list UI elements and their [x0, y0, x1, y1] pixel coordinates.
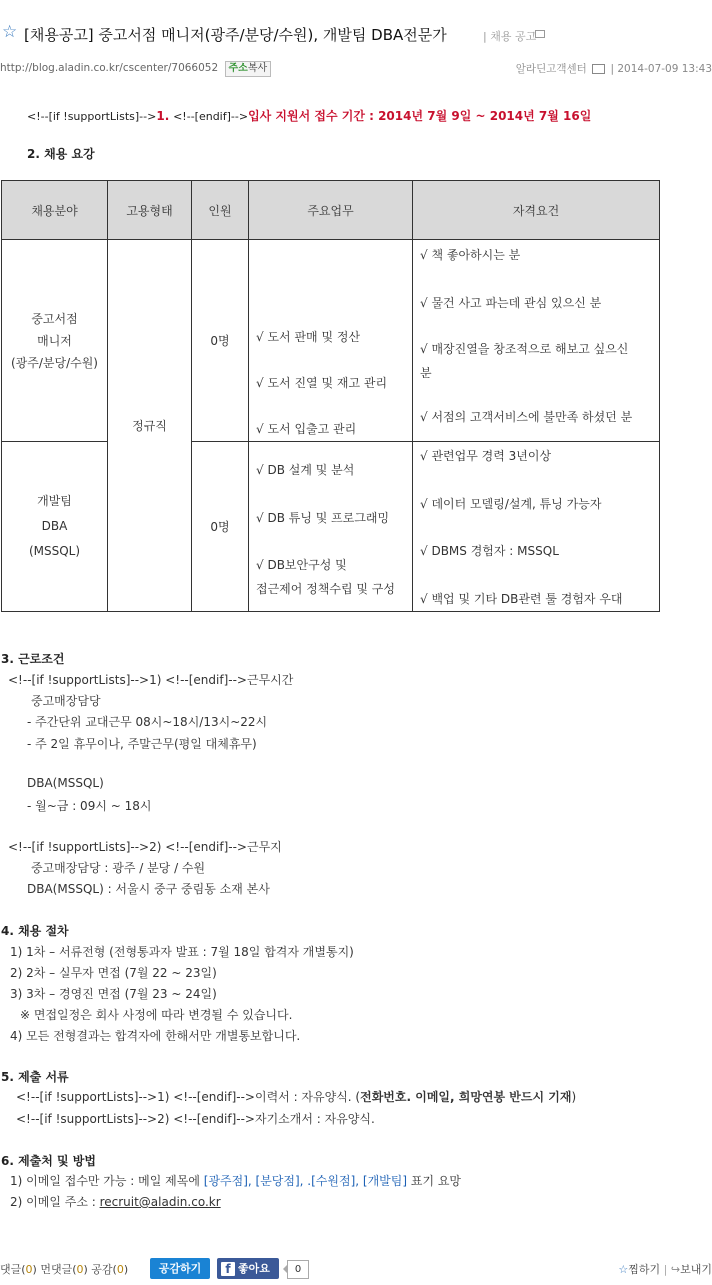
field-line: (MSSQL) [28, 544, 81, 558]
facebook-icon: f [221, 1262, 235, 1276]
comment-link[interactable] [0, 1263, 33, 1276]
duty-item: √ DB 튜닝 및 프로그래밍 [256, 510, 390, 525]
facebook-like-label: 좋아요 [238, 1262, 270, 1275]
qualification-item: √ 물건 사고 파는데 관심 있으신 분 [420, 295, 602, 310]
table-row [2, 442, 660, 612]
body-line: 중고매장담당 [31, 694, 101, 708]
table-header: 자격요건 [413, 181, 660, 240]
empathy-button[interactable]: 공감하기 [150, 1258, 210, 1279]
post-datetime: 2014-07-09 13:43 [617, 63, 712, 75]
qualification-item: 분 [420, 365, 432, 380]
empathy-count: 0 [116, 1263, 124, 1276]
table-row [2, 240, 660, 442]
body-line: - 주 2일 휴무이나, 주말근무(평일 대체휴무) [27, 737, 257, 751]
section-heading: 4. 채용 절차 [1, 924, 69, 938]
post-meta [516, 61, 712, 76]
qualification-item: √ 책 좋아하시는 분 [420, 247, 521, 262]
star-icon: ☆ [618, 1263, 629, 1276]
conditional-comment: <!--[if !supportLists]--> [27, 110, 157, 123]
facebook-like-count: 0 [287, 1260, 309, 1279]
trackback-link[interactable] [33, 1263, 84, 1276]
bookmark-button[interactable] [618, 1263, 660, 1276]
duties-cell [249, 442, 413, 612]
headcount: 0명 [210, 520, 230, 534]
meta-separator: | [610, 63, 615, 75]
section-heading: 6. 제출처 및 방법 [1, 1154, 96, 1168]
duty-item: √ 도서 입출고 관리 [256, 421, 357, 436]
field-line: 개발팀 [37, 494, 72, 508]
body-line: DBA(MSSQL) : 서울시 중구 중림동 소재 본사 [27, 882, 270, 896]
field-cell [2, 240, 108, 442]
copy-url-label: 복사 [247, 63, 268, 74]
body-line: <!--[if !supportLists]-->2) <!--[endif]-->자기소개서 : 자유양식. [16, 1112, 375, 1126]
body-text: <!--[if !supportLists]-->1) <!--[endif]-->이력서 : 자유양식. ( [16, 1090, 361, 1104]
copy-url-label-green: 주소 [228, 63, 248, 74]
qualification-item: √ 관련업무 경력 3년이상 [420, 448, 552, 463]
post-title: [채용공고] 중고서점 매니저(광주/분당/수원), 개발팀 DBA전문가 [24, 26, 447, 44]
field-line: 중고서점 [31, 311, 78, 326]
mail-icon[interactable] [592, 64, 605, 74]
body-line: 중고매장담당 : 광주 / 분당 / 수원 [31, 861, 206, 875]
body-line: DBA(MSSQL) [27, 776, 104, 790]
body-text-blue: [광주점], [분당점], .[수원점], [개발팀] [203, 1174, 408, 1188]
body-line [10, 1193, 221, 1210]
post-footer-counts [0, 1261, 128, 1277]
section-heading: 2. 채용 요강 [27, 147, 95, 161]
new-window-icon[interactable] [535, 30, 545, 38]
body-text: ) [571, 1090, 577, 1104]
body-line: 3) 3차 – 경영진 면접 (7월 23 ~ 24일) [10, 987, 217, 1001]
duties-cell [249, 240, 413, 442]
body-text: 1) 이메일 접수만 가능 : 메일 제목에 [10, 1174, 204, 1188]
qualification-item: √ DBMS 경험자 : MSSQL [420, 543, 559, 558]
section-heading: 5. 제출 서류 [1, 1070, 69, 1084]
post-actions [618, 1261, 712, 1277]
table-header-row [2, 181, 660, 240]
section-number: 1. [156, 109, 170, 123]
trackback-count: 0 [76, 1263, 84, 1276]
post-url[interactable]: http://blog.aladin.co.kr/cscenter/7066052 [0, 62, 219, 74]
facebook-like-button[interactable] [217, 1258, 279, 1279]
body-line: <!--[if !supportLists]-->2) <!--[endif]-->근무지 [8, 840, 282, 854]
duty-item: √ DB 설계 및 분석 [256, 462, 355, 477]
table-header: 주요업무 [249, 181, 413, 240]
qualification-item: √ 데이터 모델링/설계, 튜닝 가능자 [420, 496, 602, 511]
headcount-cell [192, 442, 249, 612]
qualification-item: √ 백업 및 기타 DB관련 툴 경험자 우대 [420, 591, 623, 606]
share-label: 보내기 [680, 1263, 712, 1276]
conditional-comment: <!--[endif]--> [173, 110, 249, 123]
actions-separator: | [663, 1263, 668, 1276]
body-line: 1) 1차 – 서류전형 (전형통과자 발표 : 7월 18일 합격자 개별통지) [10, 945, 354, 959]
recruit-table [1, 180, 660, 612]
post-url-row [0, 61, 271, 77]
qualifications-cell [413, 240, 660, 442]
copy-url-button[interactable] [225, 61, 272, 77]
body-line: 2) 2차 – 실무자 면접 (7월 22 ~ 23일) [10, 966, 217, 980]
star-icon[interactable]: ☆ [2, 22, 18, 42]
comment-count: 0 [25, 1263, 33, 1276]
duty-item: √ 도서 진열 및 재고 관리 [256, 375, 388, 390]
body-text: 표기 요망 [407, 1174, 462, 1188]
table-header: 인원 [192, 181, 249, 240]
application-period [27, 107, 591, 124]
category-link[interactable]: | 채용 공고 [483, 30, 537, 43]
duty-item: 접근제어 정책수립 및 구성 [256, 581, 395, 596]
employment-type-cell [108, 240, 192, 612]
table-header: 채용분야 [2, 181, 108, 240]
headcount-cell [192, 240, 249, 442]
share-icon: ↪ [670, 1263, 681, 1276]
body-line: - 주간단위 교대근무 08시~18시/13시~22시 [27, 715, 268, 729]
body-line: ※ 면접일정은 회사 사정에 따라 변경될 수 있습니다. [20, 1008, 293, 1022]
qualifications-cell [413, 442, 660, 612]
empathy-close: ) [123, 1263, 129, 1276]
share-button[interactable] [671, 1263, 712, 1276]
headcount: 0명 [210, 334, 230, 348]
table-header: 고용형태 [108, 181, 192, 240]
body-line [10, 1172, 461, 1189]
body-text: 2) 이메일 주소 : [10, 1195, 100, 1209]
duty-item: √ DB보안구성 및 [256, 557, 347, 572]
employment-type: 정규직 [132, 419, 167, 433]
qualification-item: √ 매장진열을 창조적으로 해보고 싶으신 [420, 341, 629, 356]
application-period-text: 입사 지원서 접수 기간 : 2014년 7월 9일 ~ 2014년 7월 16일 [248, 109, 592, 123]
empathy-label: ) 공감( [83, 1263, 117, 1276]
email-link[interactable]: recruit@aladin.co.kr [99, 1195, 221, 1209]
bookmark-label: 찜하기 [628, 1263, 661, 1276]
comment-label: 댓글( [0, 1263, 26, 1276]
body-text-bold: 전화번호. 이메일, 희망연봉 반드시 기재 [360, 1090, 572, 1104]
body-line: <!--[if !supportLists]-->1) <!--[endif]-->근무시간 [8, 673, 294, 687]
author-link[interactable]: 알라딘고객센터 [515, 63, 587, 75]
duty-item: √ 도서 판매 및 정산 [256, 329, 361, 344]
field-line: 매니저 [37, 333, 72, 348]
section-heading: 3. 근로조건 [1, 652, 65, 666]
field-cell [2, 442, 108, 612]
qualification-item: √ 서점의 고객서비스에 불만족 하셨던 분 [420, 409, 633, 424]
field-line: DBA [41, 519, 68, 533]
body-line [16, 1088, 576, 1105]
empathy-link[interactable] [84, 1263, 129, 1276]
body-line: - 월~금 : 09시 ~ 18시 [27, 799, 152, 813]
body-line: 4) 모든 전형결과는 합격자에 한해서만 개별통보합니다. [10, 1029, 301, 1043]
trackback-label: ) 먼댓글( [32, 1263, 77, 1276]
field-line: (광주/분당/수원) [10, 355, 98, 370]
